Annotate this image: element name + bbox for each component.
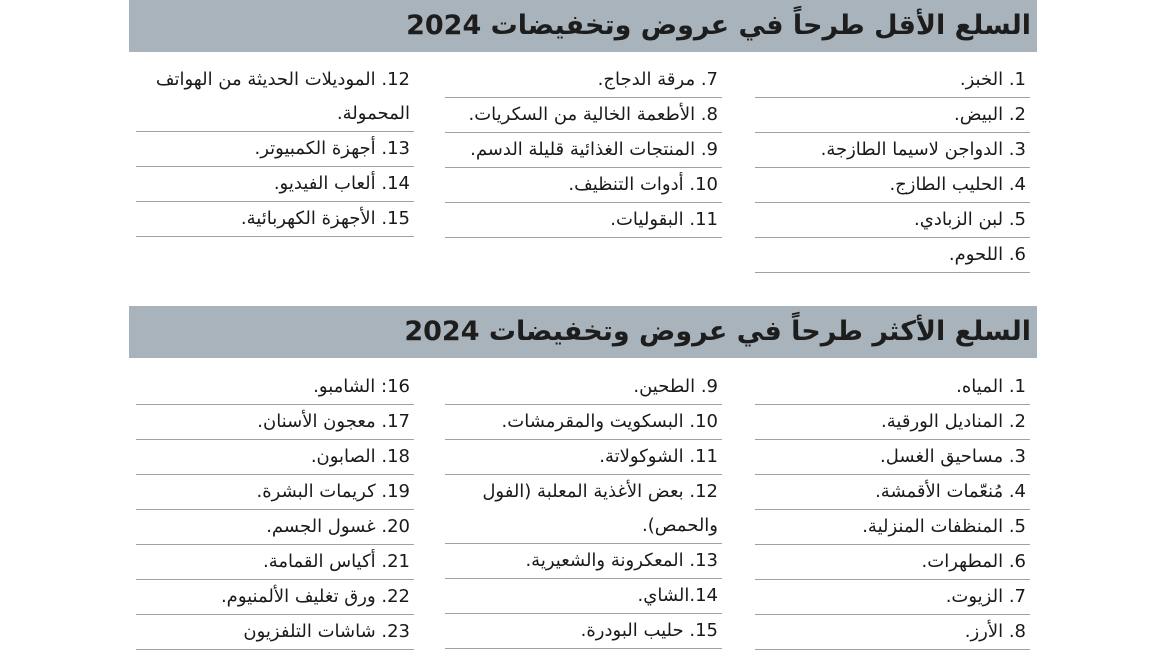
list-item: 14.الشاي. bbox=[445, 579, 722, 614]
list-item: 12. الموديلات الحديثة من الهواتف المحمولة. bbox=[136, 63, 414, 132]
list-item: 21. أكياس القمامة. bbox=[136, 545, 414, 580]
list-item: 15. حليب البودرة. bbox=[445, 614, 722, 649]
list-item: 1. المياه. bbox=[755, 370, 1030, 405]
most-offered-title: السلع الأكثر طرحاً في عروض وتخفيضات 2024 bbox=[129, 306, 1037, 358]
list-item: 16: الشامبو. bbox=[136, 370, 414, 405]
list-item: 6. المطهرات. bbox=[755, 545, 1030, 580]
list-item: 17. معجون الأسنان. bbox=[136, 405, 414, 440]
list-item: 9. المنتجات الغذائية قليلة الدسم. bbox=[445, 133, 722, 168]
list-item: 8. الأرز. bbox=[755, 615, 1030, 650]
list-item: 10. البسكويت والمقرمشات. bbox=[445, 405, 722, 440]
least-offered-column-right bbox=[755, 63, 1030, 273]
list-item: 15. الأجهزة الكهربائية. bbox=[136, 202, 414, 237]
list-item: 5. لبن الزبادي. bbox=[755, 203, 1030, 238]
most-offered-column-left bbox=[136, 370, 414, 650]
list-item: 11. الشوكولاتة. bbox=[445, 440, 722, 475]
list-item: 13. المعكرونة والشعيرية. bbox=[445, 544, 722, 579]
list-item: 1. الخبز. bbox=[755, 63, 1030, 98]
list-item: 2. المناديل الورقية. bbox=[755, 405, 1030, 440]
list-item: 14. ألعاب الفيديو. bbox=[136, 167, 414, 202]
list-item: 13. أجهزة الكمبيوتر. bbox=[136, 132, 414, 167]
least-offered-column-left bbox=[136, 63, 414, 237]
list-item: 4. مُنعّمات الأقمشة. bbox=[755, 475, 1030, 510]
list-item: 2. البيض. bbox=[755, 98, 1030, 133]
list-item: 22. ورق تغليف الألمنيوم. bbox=[136, 580, 414, 615]
most-offered-column-right bbox=[755, 370, 1030, 650]
list-item: 4. الحليب الطازج. bbox=[755, 168, 1030, 203]
list-item: 9. الطحين. bbox=[445, 370, 722, 405]
most-offered-column-middle bbox=[445, 370, 722, 649]
list-item: 20. غسول الجسم. bbox=[136, 510, 414, 545]
list-item: 23. شاشات التلفزيون bbox=[136, 615, 414, 650]
list-item: 5. المنظفات المنزلية. bbox=[755, 510, 1030, 545]
list-item: 18. الصابون. bbox=[136, 440, 414, 475]
list-item: 7. الزيوت. bbox=[755, 580, 1030, 615]
list-item: 12. بعض الأغذية المعلبة (الفول والحمص). bbox=[445, 475, 722, 544]
list-item: 10. أدوات التنظيف. bbox=[445, 168, 722, 203]
list-item: 11. البقوليات. bbox=[445, 203, 722, 238]
list-item: 3. الدواجن لاسيما الطازجة. bbox=[755, 133, 1030, 168]
list-item: 3. مساحيق الغسل. bbox=[755, 440, 1030, 475]
least-offered-column-middle bbox=[445, 63, 722, 238]
list-item: 7. مرقة الدجاج. bbox=[445, 63, 722, 98]
list-item: 8. الأطعمة الخالية من السكريات. bbox=[445, 98, 722, 133]
list-item: 19. كريمات البشرة. bbox=[136, 475, 414, 510]
list-item: 6. اللحوم. bbox=[755, 238, 1030, 273]
least-offered-title: السلع الأقل طرحاً في عروض وتخفيضات 2024 bbox=[129, 0, 1037, 52]
